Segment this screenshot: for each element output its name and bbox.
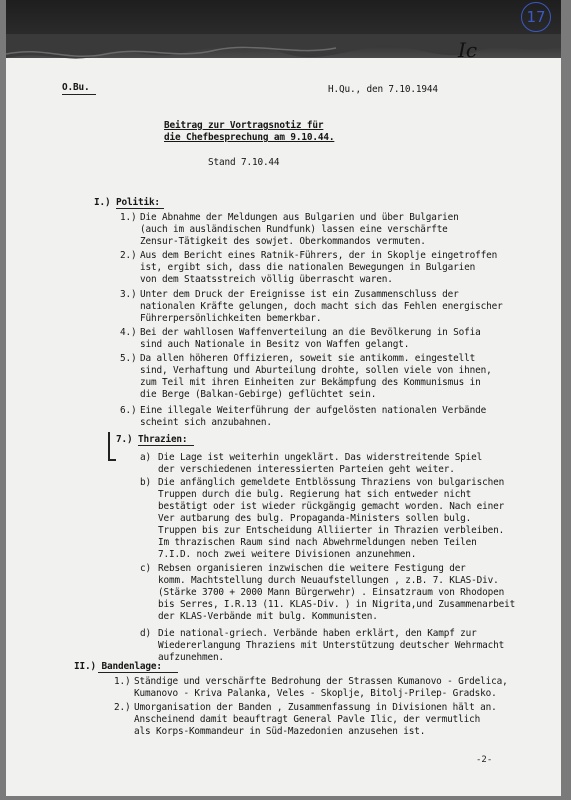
bandenlage-item-number: 1.) <box>114 676 131 687</box>
thrazien-item-line: Die national-griech. Verbände haben erklärt, den Kampf zur <box>158 628 477 639</box>
thrazien-item-line: Truppen bis zur Entscheidung Alliierter in Thrazien verbleiben. <box>158 525 505 536</box>
thrazien-item-line: aufzunehmen. <box>158 652 224 663</box>
thrazien-item-number: b) <box>140 477 151 488</box>
politik-item-line: Führerpersönlichkeiten bemerkbar. <box>140 313 322 324</box>
document-page <box>6 0 561 796</box>
politik-item-line: sind, Verhaftung und Aburteilung drohte, sollen viele von ihnen, <box>140 365 492 376</box>
politik-item-line: nationalen Kräfte gelungen, doch macht sich das Fehlen energischer <box>140 301 503 312</box>
thrazien-item-number: c) <box>140 563 151 574</box>
scan-shadow-edge <box>6 34 561 74</box>
bandenlage-item-line: als Korps-Kommandeur in Süd-Mazedonien anzusehen ist. <box>134 726 426 737</box>
politik-item-number: 4.) <box>120 327 137 338</box>
politik-item-number: 2.) <box>120 250 137 261</box>
bandenlage-item-line: Kumanovo - Kriva Palanka, Veles - Skoplje, Bitolj-Prilep- Gradsko. <box>134 688 497 699</box>
politik-item-number: 3.) <box>120 289 137 300</box>
politik-item-line: Bei der wahllosen Waffenverteilung an die Bevölkerung in Sofia <box>140 327 481 338</box>
politik-item-line: Eine illegale Weiterführung der aufgelösten nationalen Verbände <box>140 405 487 416</box>
bandenlage-item-line: Umorganisation der Banden , Zusammenfassung in Divisionen hält an. <box>134 702 497 713</box>
margin-bracket <box>108 432 110 460</box>
thrazien-underline <box>138 445 194 446</box>
document-title-line1: Beitrag zur Vortragsnotiz für <box>164 120 324 131</box>
politik-item-line: Da allen höheren Offizieren, soweit sie antikomm. eingestellt <box>140 353 476 364</box>
politik-underline <box>116 208 164 209</box>
thrazien-item-line: der verschiedenen interessierten Parteien geht weiter. <box>158 464 455 475</box>
bandenlage-item-line: Ständige und verschärfte Bedrohung der Strassen Kumanovo - Grdelica, <box>134 676 508 687</box>
politik-item-line: ist, ergibt sich, dass die nationalen Bewegungen in Bulgarien <box>140 262 476 273</box>
politik-item-line: zum Teil mit ihren Einheiten zur Bekämpfung des Kommunismus in <box>140 377 481 388</box>
bandenlage-underline <box>98 672 178 673</box>
thrazien-item-number: d) <box>140 628 151 639</box>
office-code: O.Bu. <box>62 82 90 93</box>
thrazien-item-line: komm. Machtstellung durch Neuaufstellungen , z.B. 7. KLAS-Div. <box>158 575 499 586</box>
bandenlage-item-line: Anscheinend damit beauftragt General Pavle Ilic, der vermutlich <box>134 714 481 725</box>
politik-item-line: scheint sich anzubahnen. <box>140 417 272 428</box>
section-bandenlage-heading: II.) Bandenlage: <box>74 661 162 672</box>
office-underline <box>62 94 96 95</box>
document-title-line2: die Chefbesprechung am 9.10.44. <box>164 132 335 143</box>
thrazien-item-line: Rebsen organisieren inzwischen die weitere Festigung der <box>158 563 466 574</box>
thrazien-item-line: (Stärke 3700 + 2000 Mann Bürgerwehr) . Einsatzraum von Rhodopen <box>158 587 505 598</box>
thrazien-item-line: Wiedererlangung Thraziens mit Unterstützung deutscher Wehrmacht <box>158 640 505 651</box>
politik-item-number: 1.) <box>120 212 137 223</box>
thrazien-item-line: Die Lage ist weiterhin ungeklärt. Das widerstreitende Spiel <box>158 452 483 463</box>
politik-item-line: (auch im ausländischen Rundfunk) lassen eine verschärfte <box>140 224 448 235</box>
thrazien-item-line: der KLAS-Verbände mit bulg. Kommunisten. <box>158 611 378 622</box>
thrazien-item-line: bis Serres, I.R.13 (11. KLAS-Div. ) in Nigrita,und Zusammenarbeit <box>158 599 516 610</box>
margin-bracket-foot <box>108 459 116 461</box>
page-number-stamp: 17 <box>521 2 551 32</box>
section-politik-heading: I.) Politik: <box>94 197 160 208</box>
page-footer: -2- <box>476 755 493 765</box>
politik-item-line: Die Abnahme der Meldungen aus Bulgarien und über Bulgarien <box>140 212 459 223</box>
thrazien-item-line: Im thrazischen Raum sind nach Abwehrmeldungen neben Teilen <box>158 537 477 548</box>
politik-item-line: von dem Staatsstreich völlig überrascht waren. <box>140 274 393 285</box>
politik-item-line: Zensur-Tätigkeit des sowjet. Oberkommandos vermuten. <box>140 236 426 247</box>
thrazien-item-line: Truppen durch die bulg. Regierung hat sich entweder nicht <box>158 489 472 500</box>
politik-item-number: 5.) <box>120 353 137 364</box>
politik-item-line: Aus dem Bericht eines Ratnik-Führers, der in Skoplje eingetroffen <box>140 250 498 261</box>
thrazien-item-number: a) <box>140 452 151 463</box>
stand-date: Stand 7.10.44 <box>208 157 280 168</box>
politik-item-number: 6.) <box>120 405 137 416</box>
politik-item-line: die Berge (Balkan-Gebirge) geflüchtet sein. <box>140 389 377 400</box>
place-date: H.Qu., den 7.10.1944 <box>328 84 438 95</box>
bandenlage-item-number: 2.) <box>114 702 131 713</box>
thrazien-heading: 7.) Thrazien: <box>116 434 188 445</box>
thrazien-item-line: Die anfänglich gemeldete Entblössung Thraziens von bulgarischen <box>158 477 505 488</box>
politik-item-line: Unter dem Druck der Ereignisse ist ein Zusammenschluss der <box>140 289 459 300</box>
thrazien-item-line: 7.I.D. noch zwei weitere Divisionen anzunehmen. <box>158 549 417 560</box>
politik-item-line: sind auch Nationale in Besitz von Waffen gelangt. <box>140 339 410 350</box>
thrazien-item-line: bestätigt oder ist wieder rückgängig gemacht worden. Nach einer <box>158 501 505 512</box>
thrazien-item-line: Ver autbarung des bulg. Propaganda-Ministers sollen bulg. <box>158 513 472 524</box>
handwritten-initials: Ic <box>458 38 478 62</box>
